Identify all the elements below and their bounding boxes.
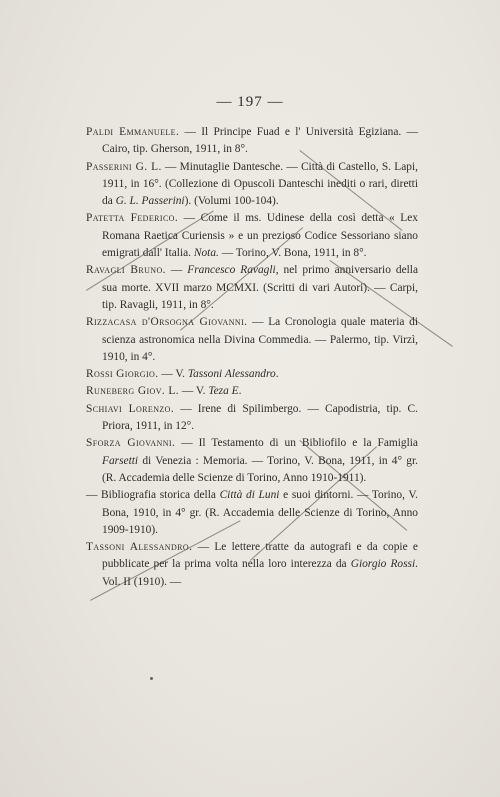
- bibliography-entry: [86, 314, 418, 366]
- entry-author: Schiavi Lorenzo.: [86, 402, 175, 415]
- entry-text: — Come il ms. Udinese della così detta « Lex Romana Raetica Curiensis » e un prezioso Codice Sessoriano siano emigrati dall' Italia.: [102, 212, 418, 260]
- bibliography-entry: [86, 366, 418, 383]
- entry-author: Paldi Emmanuele.: [86, 126, 180, 138]
- bibliography-entry: [86, 383, 418, 400]
- entry-author: Rizzacasa d'Orsogna Giovanni.: [86, 316, 248, 329]
- entry-text-end: di Venezia : Memoria. — Torino, V. Bona, 1911, in 4° gr. (R. Accademia delle Scienze di Torino, Anno 1910-1911).: [102, 454, 418, 484]
- entry-text: —: [165, 264, 188, 277]
- entry-italic: Teza E: [208, 385, 239, 398]
- bibliography-entry: [86, 487, 418, 539]
- bibliography-entry: [86, 539, 418, 591]
- entry-italic: G. L. Passerini: [115, 195, 185, 208]
- bibliography-list: [86, 124, 418, 591]
- entry-author: Rossi Giorgio.: [86, 368, 159, 381]
- entry-text-end: e suoi dintorni. — Torino, V. Bona, 1910, in 4° gr. (R. Accademia delle Scienze di Torino, Anno 1909-1910).: [102, 489, 418, 536]
- page-number: — 197 —: [216, 94, 284, 110]
- entry-text-end: — Torino, V. Bona, 1911, in 8°.: [218, 247, 367, 260]
- entry-italic: Nota.: [193, 247, 219, 260]
- entry-author: Runeberg Giov. L.: [86, 385, 179, 398]
- entry-author: Ravagli Bruno.: [86, 264, 166, 277]
- entry-text: — Bibliografia storica della: [86, 489, 220, 502]
- ink-speck: [150, 677, 153, 680]
- entry-text: — Il Principe Fuad e l' Università Egiziana. — Cairo, tip. Gherson, 1911, in 8°.: [102, 126, 418, 156]
- entry-text: — La Cronologia quale materia di scienza astronomica nella Divina Commedia. — Palermo, tip. Virzì, 1910, in 4°.: [102, 316, 419, 363]
- entry-text-end: ). (Volumi 100-104).: [184, 195, 279, 208]
- entry-text: — V.: [178, 385, 209, 398]
- bibliography-entry: [86, 210, 418, 262]
- entry-text: — Le lettere tratte da autografi e da copie e pubblicate per la prima volta nella loro interezza da: [102, 541, 418, 571]
- entry-italic: Tassoni Alessandro: [187, 368, 276, 381]
- entry-author: Sforza Giovanni.: [86, 437, 176, 450]
- entry-author: Patetta Federico.: [86, 212, 179, 225]
- entry-text-end: . Vol. II (1910). —: [102, 558, 419, 588]
- entry-text-end: .: [275, 368, 279, 381]
- entry-italic: Città di Luni: [219, 489, 280, 502]
- bibliography-entry: [86, 124, 418, 159]
- entry-text: — Il Testamento di un Bibliofilo e la Famiglia: [175, 437, 418, 450]
- entry-text: — Minutaglie Dantesche. — Città di Castello, S. Lapi, 1911, in 16°. (Collezione di Opuscoli Danteschi inediti o rari, diretti da: [102, 160, 418, 208]
- bibliography-entry: [86, 435, 418, 487]
- bibliography-entry: [86, 401, 418, 436]
- entry-italic: Giorgio Rossi: [350, 558, 416, 571]
- entry-italic: Farsetti: [102, 454, 139, 467]
- entry-text: — Irene di Spilimbergo. — Capodistria, tip. C. Priora, 1911, in 12°.: [102, 402, 418, 433]
- entry-author: Passerini G. L.: [86, 160, 162, 173]
- entry-text-end: .: [238, 385, 242, 398]
- entry-text: — V.: [158, 368, 188, 381]
- entry-author: Tassoni Alessandro.: [86, 541, 193, 554]
- entry-text-end: , nel primo anniversario della sua morte. XVII marzo MCMXI. (Scritti di vari Autori). — Carpi, tip. Ravagli, 1911, in 8°.: [102, 264, 419, 311]
- entry-italic: Francesco Ravagli: [187, 264, 276, 277]
